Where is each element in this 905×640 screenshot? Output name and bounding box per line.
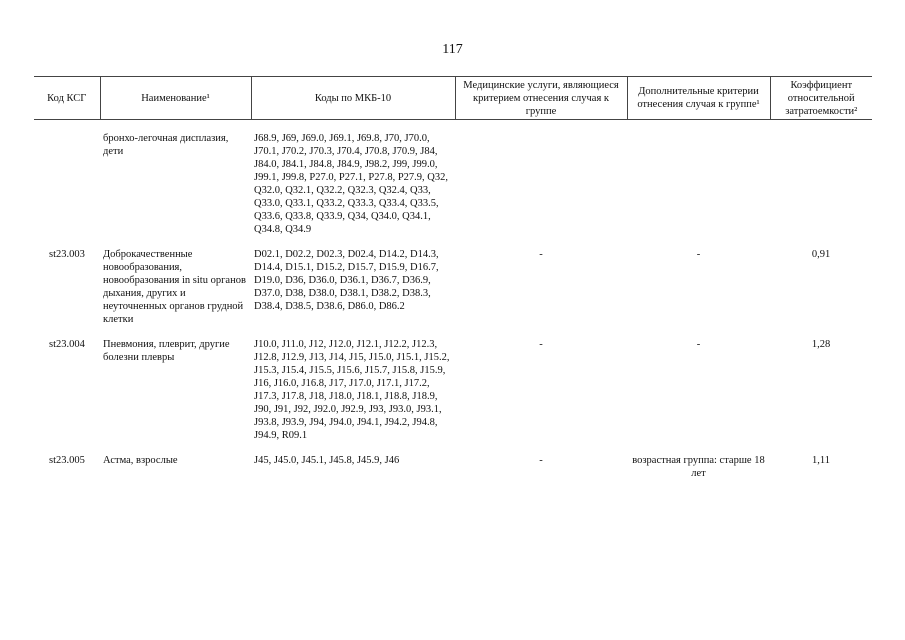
icd-codes: J68.9, J69, J69.0, J69.1, J69.8, J70, J70.0, J70.1, J70.2, J70.3, J70.4, J70.8, J70.9, J84, J84.0, J84.1, J84.8, J84.9, J98.2, J99, J99.0, J99.1, J99.8, P27.0, P27.1, P27.8, P27.9, Q32, Q32.0, Q32.1, Q32.2, Q32.3, Q32.4, Q33, Q33.0, Q33.1, Q33.2, Q33.3, Q33.4, Q33.5, Q33.6, Q33.8, Q33.9, Q34, Q34.0, Q34.1, Q34.8, Q34.9 — [254, 133, 448, 235]
page-number: 117 — [442, 42, 463, 57]
ksg-code — [34, 132, 100, 236]
icd-codes: J10.0, J11.0, J12, J12.0, J12.1, J12.2, J12.3, J12.8, J12.9, J13, J14, J15, J15.0, J15.1, J15.2, J15.3, J15.4, J15.5, J15.6, J15.7, J15.8, J15.9, J16, J16.0, J16.8, J17, J17.0, J17.1, J17.2, J17.3, J17.8, J18, J18.0, J18.1, J18.8, J18.9, J90, J91, J92, J92.0, J92.9, J93, J93.0, J93.1, J93.8, J93.9, J94, J94.0, J94.1, J94.2, J94.8, J94.9, R09.1 — [254, 339, 450, 441]
header-services: Медицинские услуги, являющиеся критерием отнесения случая к группе — [455, 77, 627, 120]
header-coef: Коэффициент относительной затратоемкости² — [770, 77, 872, 120]
header-extra: Дополнительные критерии отнесения случая к группе¹ — [627, 77, 770, 120]
header-name: Наименование¹ — [100, 77, 251, 120]
ksg-table — [34, 76, 872, 480]
services-criterion — [455, 132, 627, 236]
services-criterion: - — [539, 249, 543, 260]
table-row — [34, 454, 872, 480]
ksg-name: Астма, взрослые — [103, 455, 178, 466]
header-code: Код КСГ — [34, 77, 100, 120]
extra-criterion — [627, 132, 770, 236]
ksg-code: st23.004 — [49, 339, 85, 350]
coefficient — [770, 132, 872, 236]
ksg-code: st23.003 — [49, 249, 85, 260]
ksg-name: бронхо-легочная дисплазия, дети — [103, 133, 229, 157]
services-criterion: - — [539, 455, 543, 466]
icd-codes: J45, J45.0, J45.1, J45.8, J45.9, J46 — [254, 455, 400, 466]
ksg-name: Доброкачественные новообразования, новообразования in situ органов дыхания, других и неуточненных органов грудной клетки — [103, 249, 246, 325]
header-icd: Коды по МКБ-10 — [251, 77, 455, 120]
services-criterion: - — [539, 339, 543, 350]
extra-criterion: - — [696, 249, 701, 260]
extra-criterion: - — [696, 339, 701, 350]
table-header-row — [34, 77, 872, 120]
coefficient: 1,28 — [811, 339, 831, 350]
table-row — [34, 132, 872, 236]
ksg-code: st23.005 — [49, 455, 85, 466]
coefficient: 0,91 — [811, 249, 831, 260]
ksg-name: Пневмония, плеврит, другие болезни плевры — [103, 339, 230, 363]
table-row — [34, 248, 872, 326]
extra-criterion: возрастная группа: старше 18 лет — [632, 455, 765, 479]
icd-codes: D02.1, D02.2, D02.3, D02.4, D14.2, D14.3, D14.4, D15.1, D15.2, D15.7, D15.9, D16.7, D19.0, D36, D36.0, D36.1, D36.7, D36.9, D37.0, D38, D38.0, D38.1, D38.2, D38.3, D38.4, D38.5, D38.6, D86.0, D86.2 — [254, 249, 439, 312]
table-row — [34, 338, 872, 442]
coefficient: 1,11 — [812, 455, 830, 466]
